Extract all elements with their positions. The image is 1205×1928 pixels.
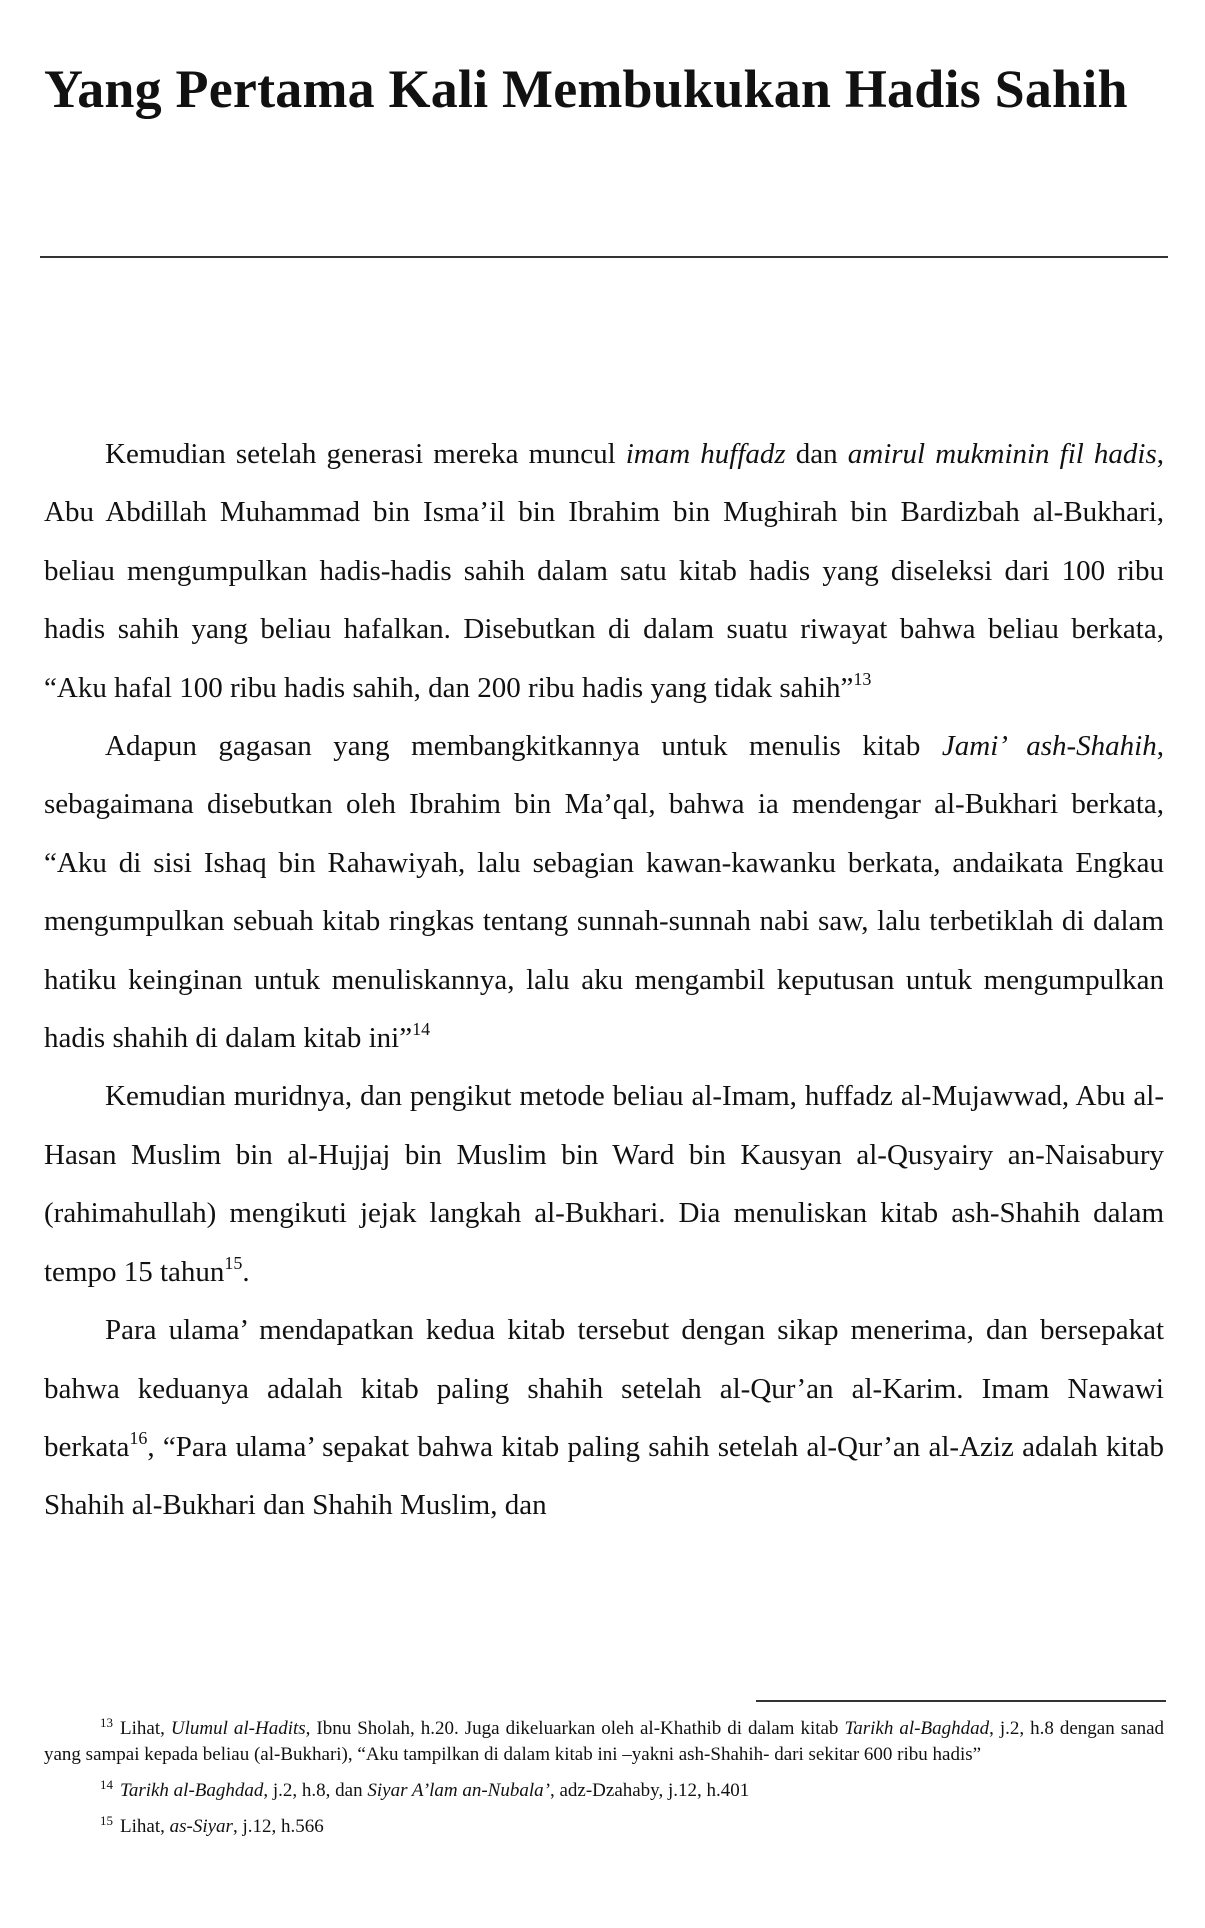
paragraph-2 [44, 717, 1164, 1067]
text-run: , adz-Dzahaby, j.12, h.401 [549, 1780, 750, 1801]
footnote-text [120, 1780, 749, 1801]
text-run: Kemudian muridnya, dan pengikut metode beliau al-Imam, huffadz al-Mujawwad, Abu al-Hasan Muslim bin al-Hujjaj bin Muslim bin Ward bin Kausyan al-Qusyairy an-Naisabury (rahimahullah) mengikuti jejak langkah al-Bukhari. Dia menuliskan kitab ash-Shahih dalam tempo 15 tahun [44, 1080, 1164, 1288]
italic-text: as-Siyar [169, 1816, 233, 1837]
body-text [44, 425, 1164, 1535]
text-run: dan [785, 438, 848, 470]
text-run: , j.12, h.566 [232, 1816, 324, 1837]
paragraph-3 [44, 1067, 1164, 1301]
page-title: Yang Pertama Kali Membukukan Hadis Sahih [44, 59, 1128, 119]
text-run: Adapun gagasan yang membangkitkannya untuk menulis kitab [105, 730, 942, 763]
footnote-text [44, 1718, 1164, 1765]
paragraph-4 [44, 1301, 1164, 1535]
italic-text: Tarikh al-Baghdad [844, 1718, 990, 1739]
italic-text: Ulumul al-Hadits [170, 1718, 306, 1739]
title-divider [40, 256, 1168, 258]
footnote-reference: 16 [129, 1427, 148, 1448]
text-run: , Abu Abdillah Muhammad bin Isma’il bin Ibrahim bin Mughirah bin Bardizbah al-Bukhari, beliau mengumpulkan hadis-hadis sahih dalam satu kitab hadis yang diseleksi dari 100 ribu hadis sahih yang beliau hafalkan. Disebutkan di dalam suatu riwayat bahwa beliau berkata, “Aku hafal 100 ribu hadis sahih, dan 200 ribu hadis yang tidak sahih” [44, 438, 1165, 704]
text-run: , j.2, h.8 dengan sanad yang sampai kepada beliau (al-Bukhari), “Aku tampilkan di dalam kitab ini –yakni ash-Shahih- dari sekitar 600 ribu hadis” [44, 1718, 1165, 1765]
footnote-15 [44, 1814, 1164, 1840]
italic-text: Siyar A’lam an-Nubala’ [367, 1780, 550, 1801]
footnote-13 [44, 1716, 1164, 1768]
text-run: Lihat, [120, 1816, 170, 1837]
text-run: Para ulama’ mendapatkan kedua kitab tersebut dengan sikap menerima, dan bersepakat bahwa keduanya adalah kitab paling shahih setelah al-Qur’an al-Karim. Imam Nawawi berkata [44, 1314, 1164, 1463]
italic-text: Tarikh al-Baghdad [120, 1780, 264, 1801]
footnote-number: 15 [100, 1813, 113, 1828]
text-run: , “Para ulama’ sepakat bahwa kitab paling sahih setelah al-Qur’an al-Aziz adalah kitab Shahih al-Bukhari dan Shahih Muslim, dan [44, 1430, 1164, 1522]
footnote-number: 13 [100, 1715, 113, 1730]
footnote-number: 14 [100, 1777, 113, 1792]
footnote-reference: 13 [853, 668, 872, 689]
text-run: Kemudian setelah generasi mereka muncul [105, 438, 626, 470]
italic-text: imam huffadz [625, 438, 786, 470]
paragraph-1 [44, 425, 1164, 717]
text-run: , j.2, h.8, dan [263, 1780, 368, 1801]
footnote-reference: 14 [412, 1019, 431, 1040]
italic-text: amirul mukminin fil hadis [847, 438, 1157, 470]
footnote-divider [756, 1700, 1166, 1702]
footnote-14 [44, 1778, 1164, 1804]
text-run: , Ibnu Sholah, h.20. Juga dikeluarkan oleh al-Khathib di dalam kitab [305, 1718, 845, 1739]
text-run: , sebagaimana disebutkan oleh Ibrahim bin Ma’qal, bahwa ia mendengar al-Bukhari berkata, “Aku di sisi Ishaq bin Rahawiyah, lalu sebagian kawan-kawanku berkata, andaikata Engkau mengumpulkan sebuah kitab ringkas tentang sunnah-sunnah nabi saw, lalu terbetiklah di dalam hatiku keinginan untuk menuliskannya, lalu aku mengambil keputusan untuk mengumpulkan hadis shahih di dalam kitab ini” [44, 730, 1164, 1055]
text-run: . [242, 1255, 250, 1288]
italic-text: Jami’ ash-Shahih [941, 730, 1157, 763]
footnotes [44, 1716, 1164, 1850]
footnote-reference: 15 [224, 1252, 243, 1273]
text-run: Lihat, [120, 1718, 171, 1739]
footnote-text [120, 1816, 324, 1837]
